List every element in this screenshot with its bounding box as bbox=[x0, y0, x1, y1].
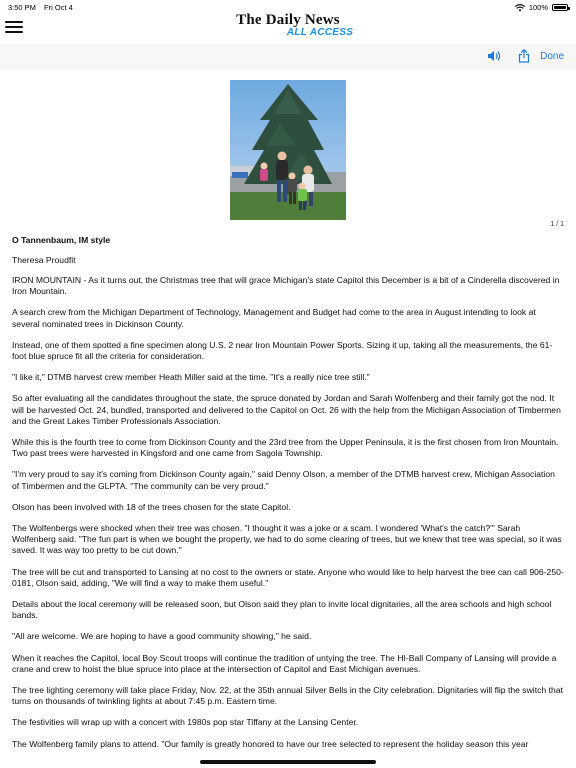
article-paragraph: Details about the local ceremony will be released soon, but Olson said they plan to invite local dignitaries, all the area schools and high school bands. bbox=[12, 599, 552, 621]
article-paragraph: Olson has been involved with 18 of the trees chosen for the state Capitol. bbox=[12, 501, 291, 512]
article-body bbox=[12, 235, 564, 760]
status-date: Fri Oct 4 bbox=[44, 3, 73, 12]
article-photo bbox=[230, 80, 346, 220]
masthead bbox=[0, 13, 576, 43]
newspaper-logo bbox=[0, 13, 576, 37]
wifi-icon bbox=[515, 4, 525, 12]
article-byline: Theresa Proudfit bbox=[12, 255, 76, 265]
article-paragraph: So after evaluating all the candidates throughout the state, the spruce donated by Jordan and Sarah Wolfenberg and their family got the nod. It will be harvested Oct. 24, bundled, transported and delivered to the Capitol on Oct. 26 with the help from the Michigan Association of Timbermen and the Great Lakes Timber Professionals Association. bbox=[12, 393, 561, 426]
article-headline: O Tannenbaum, IM style bbox=[12, 235, 111, 245]
article-paragraph: The Wolfenbergs were shocked when their tree was chosen. "I thought it was a joke or a scam. I wondered 'What's the catch?'" Sarah Wolfenberg said. "The fun part is when we bought the property, we had to do some clearing of trees, but we knew that tree was special, so it was saved. It was way too pretty to be cut down." bbox=[12, 523, 562, 556]
logo-title: The Daily News bbox=[236, 12, 340, 28]
status-left bbox=[8, 3, 79, 12]
article-paragraph: While this is the fourth tree to come from Dickinson County and the 23rd tree from the Upper Peninsula, it is the first chosen from Iron Mountain. Two past trees were harvested in Kingsford and one came from Sagola Township. bbox=[12, 437, 559, 459]
page-indicator: 1 / 1 bbox=[550, 221, 564, 228]
article-paragraph: "I'm very proud to say it's coming from Dickinson County again," said Denny Olson, a member of the DTMB harvest crew, Michigan Association of Timbermen and the GLPTA. "The community can be very proud." bbox=[12, 469, 555, 491]
article-paragraph: A search crew from the Michigan Department of Technology, Management and Budget had come to the area in August intending to look at several nominated trees in Dickinson County. bbox=[12, 307, 536, 329]
status-right bbox=[515, 3, 568, 12]
article-paragraph: The tree will be cut and transported to Lansing at no cost to the owners or state. Anyone who would like to help harvest the tree can call 906-250-0181, Olson said, adding, "We will find a way to make them useful." bbox=[12, 566, 564, 588]
christmas-tree-family-photo bbox=[230, 80, 346, 220]
done-button[interactable]: Done bbox=[540, 51, 564, 62]
logo-subtitle: ALL ACCESS bbox=[286, 27, 354, 38]
article-paragraph: "All are welcome. We are hoping to have a good community showing," he said. bbox=[12, 631, 312, 642]
reader-toolbar bbox=[0, 44, 576, 70]
article-paragraph: "I like it," DTMB harvest crew member Heath Miller said at the time. "It's a really nice tree still." bbox=[12, 372, 370, 383]
article-paragraph: The festivities will wrap up with a concert with 1980s pop star Tiffany at the Lansing Center. bbox=[12, 717, 359, 728]
home-indicator[interactable] bbox=[200, 760, 376, 764]
battery-fill bbox=[554, 6, 566, 9]
article-paragraph: The tree lighting ceremony will take place Friday, Nov. 22, at the 35th annual Silver Bells in the City celebration. Dignitaries will flip the switch that turns on thousands of twinkling lights at about 7:45 p.m. Eastern time. bbox=[12, 685, 563, 707]
battery-percent: 100% bbox=[528, 3, 548, 12]
article-paragraph: Instead, one of them spotted a fine specimen along U.S. 2 near Iron Mountain Power Sports. Sizing it up, taking all the measurements, the 61-foot blue spruce fit all the criteria for consideration. bbox=[12, 339, 553, 362]
speaker-icon[interactable] bbox=[487, 50, 501, 62]
article-paragraphs bbox=[12, 275, 564, 750]
battery-icon bbox=[552, 4, 568, 11]
article-paragraph: IRON MOUNTAIN - As it turns out, the Christmas tree that will grace Michigan's state Capitol this December is a bit of a Cinderella discovered in Iron Mountain. bbox=[12, 275, 560, 297]
article-paragraph: When it reaches the Capitol, local Boy Scout troops will continue the tradition of untying the tree. The HI-Ball Company of Lansing will provide a crane and crew to hoist the blue spruce into place at the intersection of Capitol and East Michigan avenues. bbox=[12, 652, 557, 674]
status-time: 3:50 PM bbox=[8, 3, 36, 12]
article-paragraph: The Wolfenberg family plans to attend. "Our family is greatly honored to have our tree selected to represent the holiday season this year bbox=[12, 738, 529, 749]
share-icon[interactable] bbox=[518, 49, 530, 63]
